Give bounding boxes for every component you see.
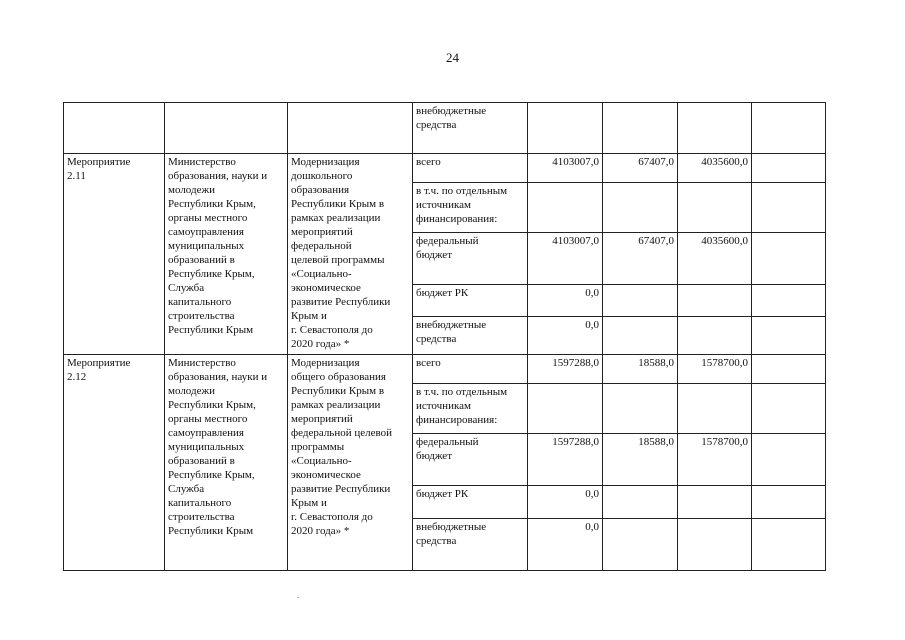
source-text: бюджет РК: [416, 287, 469, 299]
source-text: всего: [416, 156, 441, 168]
total-cell: [528, 384, 603, 434]
source-cell: [413, 384, 528, 434]
scan-speck: [297, 597, 299, 598]
financing-table: [63, 102, 826, 571]
year1-cell: 18588,0: [603, 434, 678, 486]
measure-name-cell: [288, 355, 413, 571]
year2-cell: 4035600,0: [678, 233, 752, 285]
total-cell: 4103007,0: [528, 154, 603, 183]
source-text: федеральный бюджет: [416, 436, 479, 462]
source-text: внебюджетные средства: [416, 521, 487, 547]
source-text: внебюджетные средства: [416, 105, 487, 131]
year2-cell: [678, 183, 752, 233]
year2-cell: [678, 384, 752, 434]
measure-id-cell: [64, 355, 165, 571]
total-cell: 0,0: [528, 519, 603, 571]
year2-cell: [678, 317, 752, 355]
measure-id: Мероприятие 2.12: [67, 357, 131, 383]
table-cell: [752, 285, 826, 317]
source-cell: [413, 486, 528, 519]
year1-cell: 18588,0: [603, 355, 678, 384]
table-cell: [752, 103, 826, 154]
measure-id: Мероприятие 2.11: [67, 156, 131, 182]
table-cell: [64, 103, 165, 154]
table-cell: [165, 103, 288, 154]
total-cell: [528, 183, 603, 233]
table-row: [64, 154, 826, 183]
total-cell: 4103007,0: [528, 233, 603, 285]
table-cell: [678, 103, 752, 154]
source-text: внебюджетные средства: [416, 319, 487, 345]
table-cell: [528, 103, 603, 154]
source-text: всего: [416, 357, 441, 369]
measure-name: Модернизация общего образования Республики Крым в рамках реализации мероприятий федеральной целевой программы «Социально- экономическое развитие Республики Крым и г. Севастополя до 2020 года» *: [291, 357, 392, 537]
table-cell: [752, 434, 826, 486]
total-cell: 0,0: [528, 317, 603, 355]
table-cell: [752, 519, 826, 571]
source-cell: [413, 285, 528, 317]
measure-name-cell: [288, 154, 413, 355]
year1-cell: [603, 384, 678, 434]
source-cell: [413, 233, 528, 285]
source-cell: [413, 317, 528, 355]
source-cell: [413, 183, 528, 233]
source-text: федеральный бюджет: [416, 235, 479, 261]
total-cell: 1597288,0: [528, 434, 603, 486]
year1-cell: [603, 285, 678, 317]
year2-cell: [678, 519, 752, 571]
executor-text: Министерство образования, науки и молодежи Республики Крым, органы местного самоуправления муниципальных образований в Республике Крым, Служба капитального строительства Республики Крым: [168, 357, 268, 537]
source-text: в т.ч. по отдельным источникам финансирования:: [416, 185, 508, 225]
source-cell: [413, 519, 528, 571]
page-number: 24: [446, 50, 459, 65]
source-cell: [413, 154, 528, 183]
table-cell: [288, 103, 413, 154]
year2-cell: [678, 285, 752, 317]
total-cell: 0,0: [528, 285, 603, 317]
table-cell: [603, 103, 678, 154]
table-cell: [752, 233, 826, 285]
table-cell: [752, 154, 826, 183]
year2-cell: 1578700,0: [678, 355, 752, 384]
source-cell: [413, 103, 528, 154]
year2-cell: [678, 486, 752, 519]
table-row: [64, 355, 826, 384]
source-cell: [413, 434, 528, 486]
executor-cell: [165, 355, 288, 571]
year2-cell: 4035600,0: [678, 154, 752, 183]
executor-cell: [165, 154, 288, 355]
measure-name: Модернизация дошкольного образования Республики Крым в рамках реализации мероприятий федеральной целевой программы «Социально- экономическое развитие Республики Крым и г. Севастополя до 2020 года» *: [291, 156, 391, 350]
year1-cell: 67407,0: [603, 154, 678, 183]
year1-cell: [603, 486, 678, 519]
source-text: в т.ч. по отдельным источникам финансирования:: [416, 386, 508, 426]
table-cell: [752, 486, 826, 519]
year1-cell: [603, 317, 678, 355]
table-cell: [752, 183, 826, 233]
executor-text: Министерство образования, науки и молодежи Республики Крым, органы местного самоуправления муниципальных образований в Республике Крым, Служба капитального строительства Республики Крым: [168, 156, 268, 336]
table-cell: [752, 355, 826, 384]
total-cell: 0,0: [528, 486, 603, 519]
total-cell: 1597288,0: [528, 355, 603, 384]
year2-cell: 1578700,0: [678, 434, 752, 486]
source-text: бюджет РК: [416, 488, 469, 500]
source-cell: [413, 355, 528, 384]
continuation-row: [64, 103, 826, 154]
year1-cell: 67407,0: [603, 233, 678, 285]
table-cell: [752, 384, 826, 434]
table-cell: [752, 317, 826, 355]
year1-cell: [603, 519, 678, 571]
measure-id-cell: [64, 154, 165, 355]
year1-cell: [603, 183, 678, 233]
